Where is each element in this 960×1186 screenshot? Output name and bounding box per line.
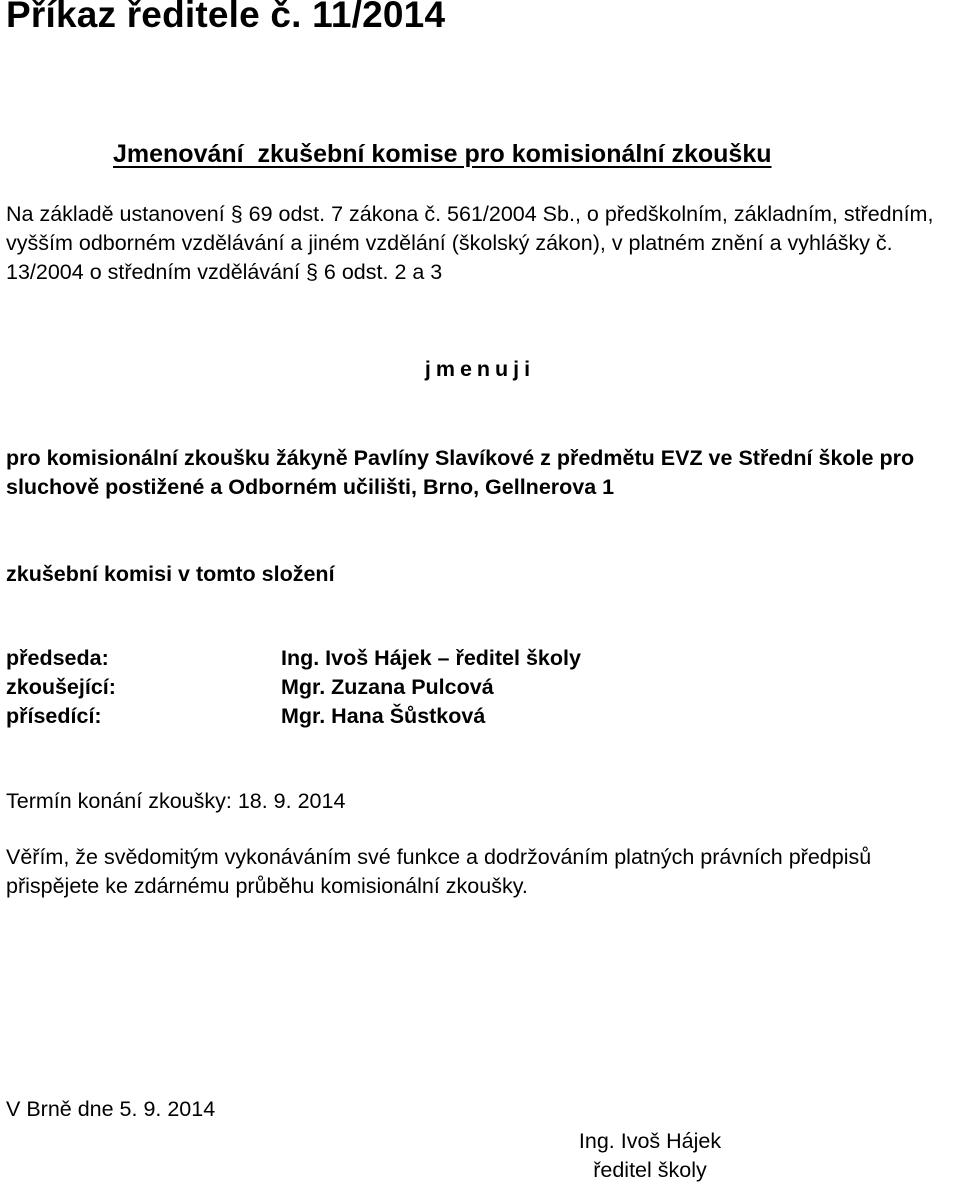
trust-statement: Věřím, že svědomitým vykonáváním své funkce a dodržováním platných právních předpisů přispějete ke zdárnému průběhu komisionální zkoušky.: [6, 845, 872, 898]
place-and-date: V Brně dne 5. 9. 2014: [6, 1097, 216, 1121]
legal-basis-paragraph: Na základě ustanovení § 69 odst. 7 zákona č. 561/2004 Sb., o předškolním, základním, středním, vyšším odborném vzdělávání a jiném vzdělání (školský zákon), v platném znění a vyhlášky č. 13/2004 o středním vzdělávání § 6 odst. 2 a 3: [6, 202, 934, 284]
role-label: zkoušející:: [6, 675, 116, 699]
document-title: Příkaz ředitele č. 11/2014: [6, 0, 446, 35]
role-label: přísedící:: [6, 704, 102, 728]
committee-member-row: [6, 644, 581, 673]
role-person: Ing. Ivoš Hájek – ředitel školy: [281, 646, 581, 670]
committee-members: [6, 644, 581, 731]
signatory-position: ředitel školy: [593, 1158, 707, 1182]
appointment-heading: jmenuji: [424, 357, 536, 381]
exam-scope-paragraph: pro komisionální zkoušku žákyně Pavlíny Slavíkové z předmětu EVZ ve Střední škole pro sluchově postižené a Odborném učilišti, Brno, Gellnerova 1: [6, 446, 915, 499]
committee-member-row: [6, 702, 581, 731]
composition-intro: zkušební komisi v tomto složení: [6, 562, 335, 586]
exam-term: Termín konání zkoušky: 18. 9. 2014: [6, 789, 346, 813]
signatory-name: Ing. Ivoš Hájek: [578, 1129, 722, 1153]
role-person: Mgr. Hana Šůstková: [281, 704, 486, 728]
role-label: předseda:: [6, 646, 109, 670]
committee-member-row: [6, 673, 581, 702]
document-subtitle: Jmenování zkušební komise pro komisionální zkoušku: [113, 140, 772, 168]
signature-block: [540, 1127, 760, 1185]
role-person: Mgr. Zuzana Pulcová: [281, 675, 494, 699]
